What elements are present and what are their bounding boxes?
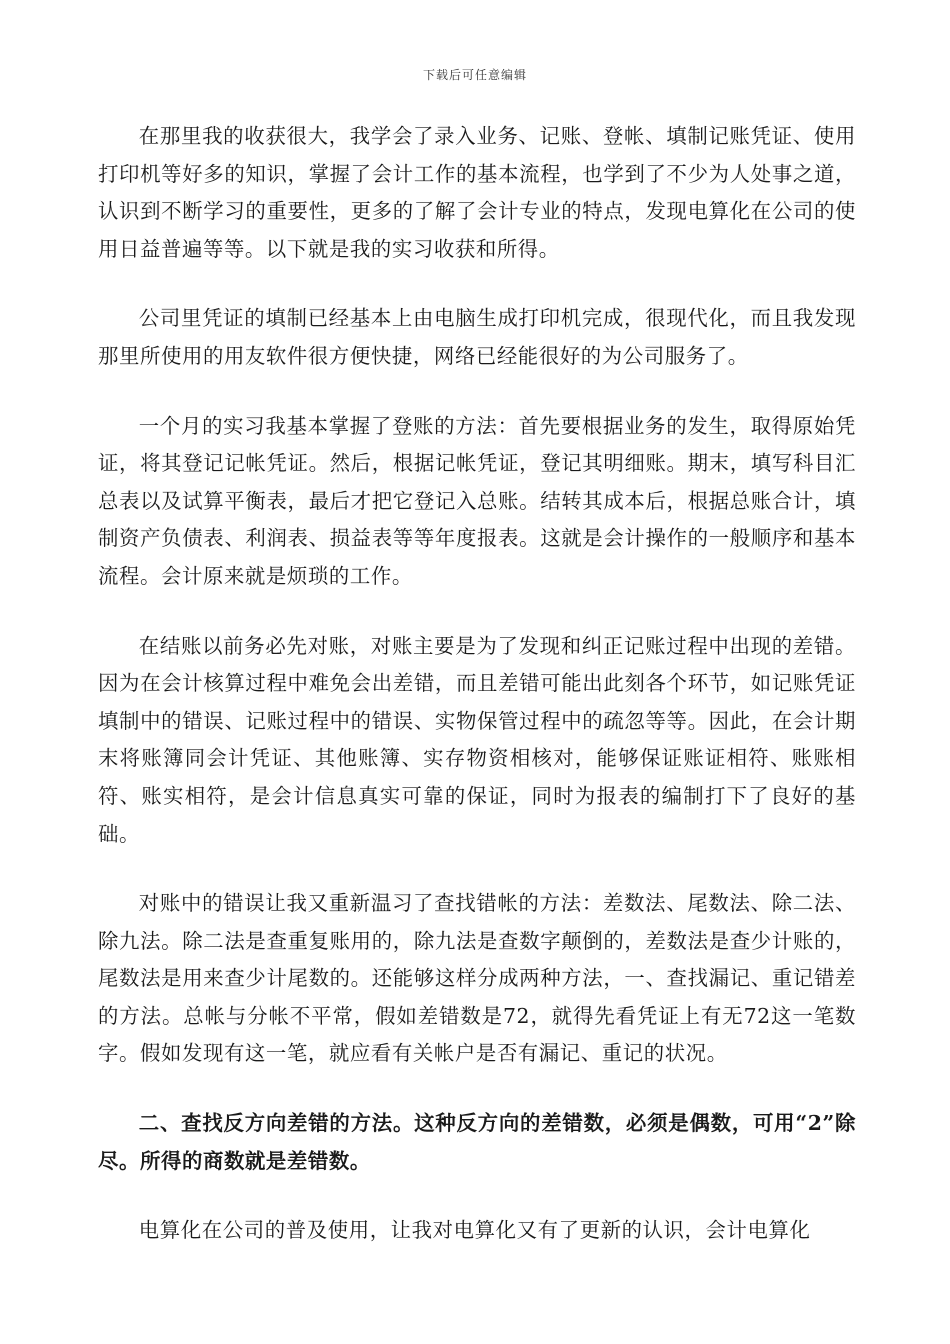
document-body: [98, 118, 856, 1282]
paragraph-reverse-error: 二、查找反方向差错的方法。这种反方向的差错数，必须是偶数，可用“2”除尽。所得的商数就是差错数。: [98, 1111, 856, 1173]
paragraph-reconcile: 在结账以前务必先对账，对账主要是为了发现和纠正记账过程中出现的差错。因为在会计核算过程中难免会出差错，而且差错可能出此刻各个环节，如记账凭证填制中的错误、记账过程中的错误、实物保管过程中的疏忽等等。因此，在会计期末将账簿同会计凭证、其他账簿、实存物资相核对，能够保证账证相符、账账相符、账实相符，是会计信息真实可靠的保证，同时为报表的编制打下了良好的基础。: [98, 633, 856, 846]
page-header: 下载后可任意编辑: [422, 68, 527, 82]
paragraph-harvest: 在那里我的收获很大，我学会了录入业务、记账、登帐、填制记账凭证、使用打印机等好多的知识，掌握了会计工作的基本流程，也学到了不少为人处事之道，认识到不断学习的重要性，更多的了解了会计专业的特点，发现电算化在公司的使用日益普遍等等。以下就是我的实习收获和所得。: [98, 124, 856, 261]
paragraph-error-methods: 对账中的错误让我又重新温习了查找错帐的方法：差数法、尾数法、除二法、除九法。除二法是查重复账用的，除九法是查数字颠倒的，差数法是查少计账的，尾数法是用来查少计尾数的。还能够这样分成两种方法，一、查找漏记、重记错差的方法。总帐与分帐不平常，假如差错数是72，就得先看凭证上有无72这一笔数字。假如发现有这一笔，就应看有关帐户是否有漏记、重记的状况。: [98, 891, 856, 1066]
paragraph-computerization: 电算化在公司的普及使用，让我对电算化又有了更新的认识，会计电算化: [138, 1218, 811, 1243]
paragraph-ledger: 一个月的实习我基本掌握了登账的方法：首先要根据业务的发生，取得原始凭证，将其登记记帐凭证。然后，根据记帐凭证，登记其明细账。期末，填写科目汇总表以及试算平衡表，最后才把它登记入总账。结转其成本后，根据总账合计，填制资产负债表、利润表、损益表等等年度报表。这就是会计操作的一般顺序和基本流程。会计原来就是烦琐的工作。: [98, 413, 856, 588]
paragraph-voucher: 公司里凭证的填制已经基本上由电脑生成打印机完成，很现代化，而且我发现那里所使用的用友软件很方便快捷，网络已经能很好的为公司服务了。: [98, 306, 856, 368]
